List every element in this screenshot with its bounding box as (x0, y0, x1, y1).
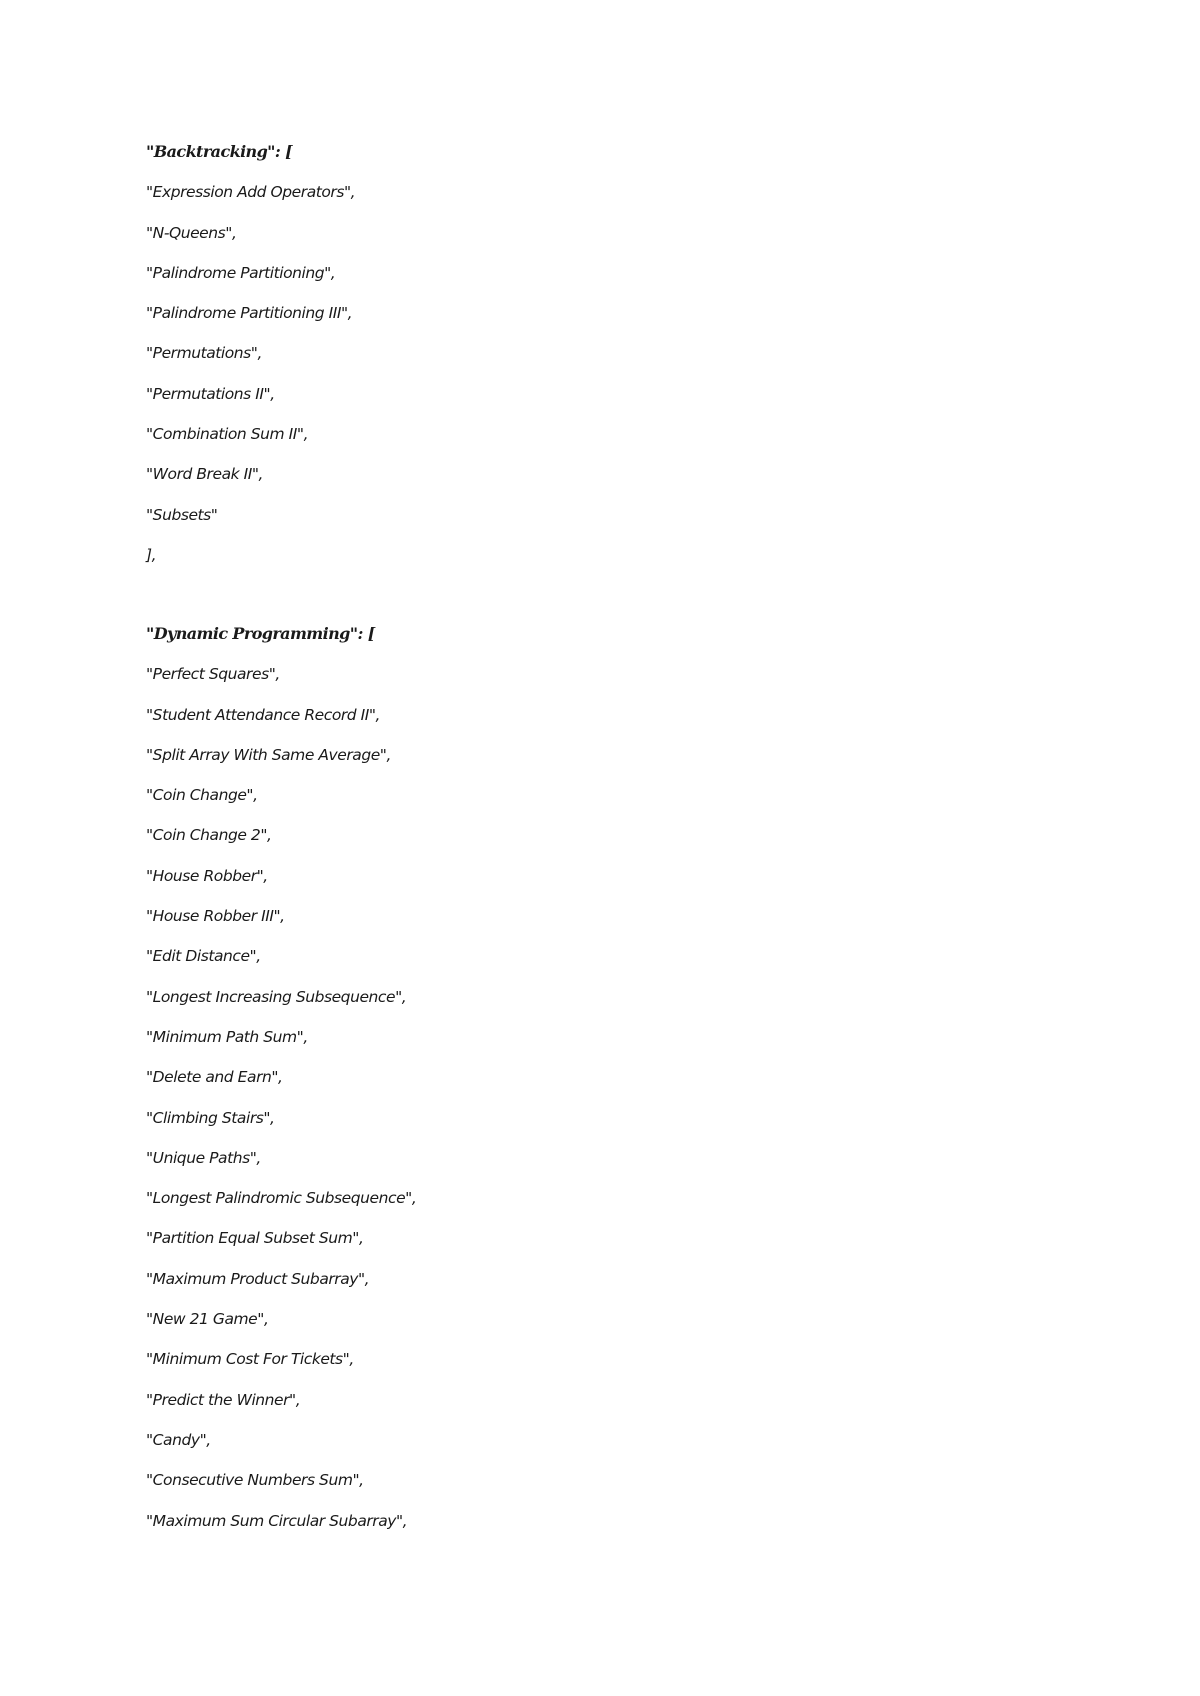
list-item: "Minimum Path Sum", (146, 1027, 308, 1046)
list-item: "Subsets" (146, 505, 218, 524)
list-item: "Maximum Product Subarray", (146, 1269, 370, 1288)
list-item: "Permutations", (146, 344, 262, 363)
list-item: "Climbing Stairs", (146, 1108, 275, 1127)
list-item: "Permutations II", (146, 384, 275, 403)
list-item: "Unique Paths", (146, 1148, 261, 1167)
list-item: "Longest Palindromic Subsequence", (146, 1189, 417, 1208)
list-item: "Candy", (146, 1430, 211, 1449)
list-item: "Maximum Sum Circular Subarray", (146, 1511, 408, 1530)
section-closing-bracket: ], (146, 545, 157, 564)
list-item: "Word Break II", (146, 465, 264, 484)
list-item: "Partition Equal Subset Sum", (146, 1229, 364, 1248)
list-item: "Consecutive Numbers Sum", (146, 1471, 364, 1490)
list-item: "Predict the Winner", (146, 1390, 301, 1409)
list-item: "House Robber III", (146, 907, 285, 926)
list-item: "Minimum Cost For Tickets", (146, 1350, 354, 1369)
list-item: "Split Array With Same Average", (146, 745, 391, 764)
list-item: "Expression Add Operators", (146, 183, 356, 202)
section-heading: "Backtracking": [ (146, 142, 293, 161)
list-item: "N-Queens", (146, 223, 237, 242)
list-item: "Palindrome Partitioning III", (146, 304, 353, 323)
list-item: "House Robber", (146, 866, 268, 885)
section-heading: "Dynamic Programming": [ (146, 624, 375, 643)
list-item: "Student Attendance Record II", (146, 705, 381, 724)
list-item: "New 21 Game", (146, 1310, 269, 1329)
section-dynamic-programming (146, 624, 416, 1551)
section-backtracking (146, 142, 355, 585)
list-item: "Coin Change 2", (146, 826, 272, 845)
list-item: "Delete and Earn", (146, 1068, 283, 1087)
list-item: "Longest Increasing Subsequence", (146, 987, 407, 1006)
list-item: "Edit Distance", (146, 947, 261, 966)
list-item: "Perfect Squares", (146, 665, 280, 684)
list-item: "Coin Change", (146, 786, 258, 805)
list-item: "Combination Sum II", (146, 425, 309, 444)
list-item: "Palindrome Partitioning", (146, 263, 336, 282)
